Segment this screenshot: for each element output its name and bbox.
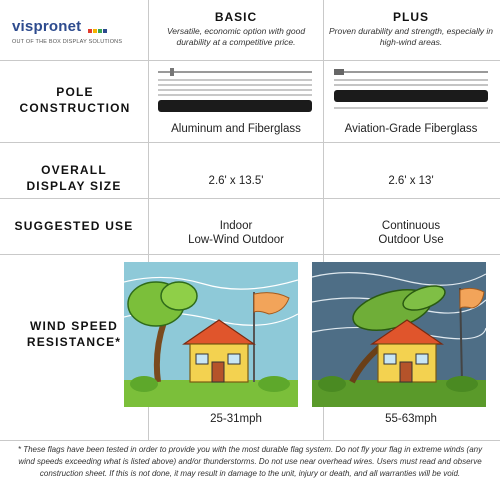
column-description: Versatile, economic option with good durability at a competitive price. [166,26,306,47]
brand-logo [12,18,122,45]
basic-wind-value: 25-31mph [210,413,262,425]
plus-pole-value: Aviation-Grade Fiberglass [344,123,478,135]
divider [0,142,500,143]
column-description: Proven durability and strength, especially in high-wind areas. [329,26,493,47]
plus-use-value: Continuous Outdoor Use [378,220,444,246]
basic-pole-value: Aluminum and Fiberglass [171,123,301,135]
divider [0,254,500,255]
column-title: BASIC [214,10,258,24]
basic-use-value: Indoor Low-Wind Outdoor [188,220,284,246]
row-label-wind-speed: WIND SPEED RESISTANCE* [26,319,122,349]
divider [0,440,500,441]
column-title: PLUS [392,10,429,24]
row-label-display-size: OVERALL DISPLAY SIZE [26,163,122,193]
disclaimer-footnote: * These flags have been tested in order to provide you with the most durable flag system. Do not fly your flag in extreme winds (any wind speeds exceeding what is listed above) and/or thunderstorms. Do not use near overhead wires. Users must read and observe construction sheet. If this is not done, it may result in damage to the unit, injury or death, and all warranties will be void. [17,445,483,478]
plus-wind-value: 55-63mph [385,413,437,425]
brand-tagline: OUT OF THE BOX DISPLAY SOLUTIONS [12,39,123,45]
divider [0,60,500,61]
calm-wind-illustration [124,262,298,407]
column-header-plus [324,10,498,48]
high-wind-illustration [312,262,486,407]
plus-pole-image [328,64,496,118]
column-header-basic [149,10,323,48]
brand-dots-icon [88,20,108,38]
row-label-pole-construction: POLE CONSTRUCTION [19,85,131,115]
row-label-suggested-use: SUGGESTED USE [14,219,134,233]
basic-size-value: 2.6' x 13.5' [208,175,264,187]
brand-name: vispronet [12,18,82,35]
divider [0,198,500,199]
plus-size-value: 2.6' x 13' [388,175,434,187]
basic-pole-image [152,64,320,118]
